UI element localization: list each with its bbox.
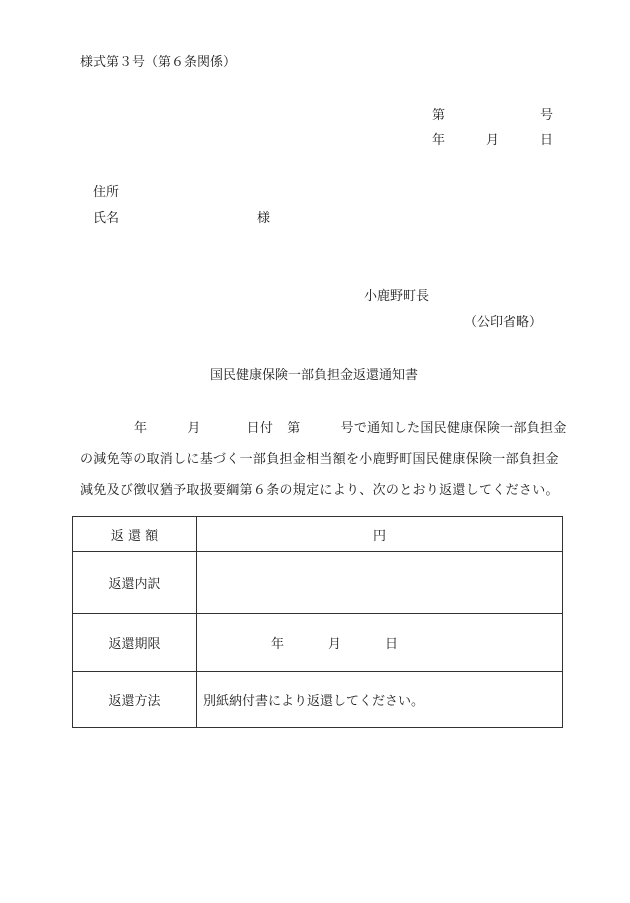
refund-breakdown-label: 返還内訳 [73, 552, 197, 614]
issue-date-month: 月 [486, 133, 500, 148]
body-line-3: 減免及び徴収猶予取扱要綱第６条の規定により、次のとおり返還してください。 [80, 483, 559, 498]
refund-amount-yen: 円 [197, 517, 563, 552]
issue-date-year: 年 [432, 133, 446, 148]
form-label: 様式第３号（第６条関係） [80, 55, 237, 70]
refund-method-value: 別紙納付書により返還してください。 [197, 672, 563, 728]
document-title: 国民健康保険一部負担金返還通知書 [210, 368, 419, 383]
refund-breakdown-value [197, 552, 563, 614]
document-number-suffix: 号 [540, 108, 554, 123]
body-paragraph [80, 413, 570, 506]
body-line-2: の減免等の取消しに基づく一部負担金相当額を小鹿野町国民健康保険一部負担金 [80, 452, 559, 467]
seal-note: （公印省略） [464, 315, 543, 330]
body-line-1-rest: 号で通知した国民健康保険一部負担金 [340, 421, 567, 436]
refund-deadline-value [197, 614, 563, 672]
body-year: 年 [134, 421, 148, 436]
name-label: 氏名 [93, 211, 120, 226]
refund-method-label: 返還方法 [73, 672, 197, 728]
address-label: 住所 [93, 185, 120, 200]
table-row [73, 614, 563, 672]
deadline-year: 年 [271, 637, 285, 652]
document-number-prefix: 第 [432, 108, 446, 123]
body-month: 月 [187, 421, 201, 436]
body-day-dated: 日付 [246, 421, 274, 436]
issue-date-day: 日 [540, 133, 554, 148]
table-row [73, 672, 563, 728]
body-line-1 [134, 413, 570, 444]
deadline-month: 月 [328, 637, 342, 652]
honorific: 様 [257, 211, 271, 226]
table-row [73, 517, 563, 552]
table-row [73, 552, 563, 614]
refund-deadline-label: 返還期限 [73, 614, 197, 672]
deadline-day: 日 [385, 637, 399, 652]
refund-table [72, 516, 563, 728]
sender-title: 小鹿野町長 [364, 289, 430, 304]
refund-amount-label: 返 還 額 [73, 517, 197, 552]
body-number-prefix: 第 [287, 421, 301, 436]
